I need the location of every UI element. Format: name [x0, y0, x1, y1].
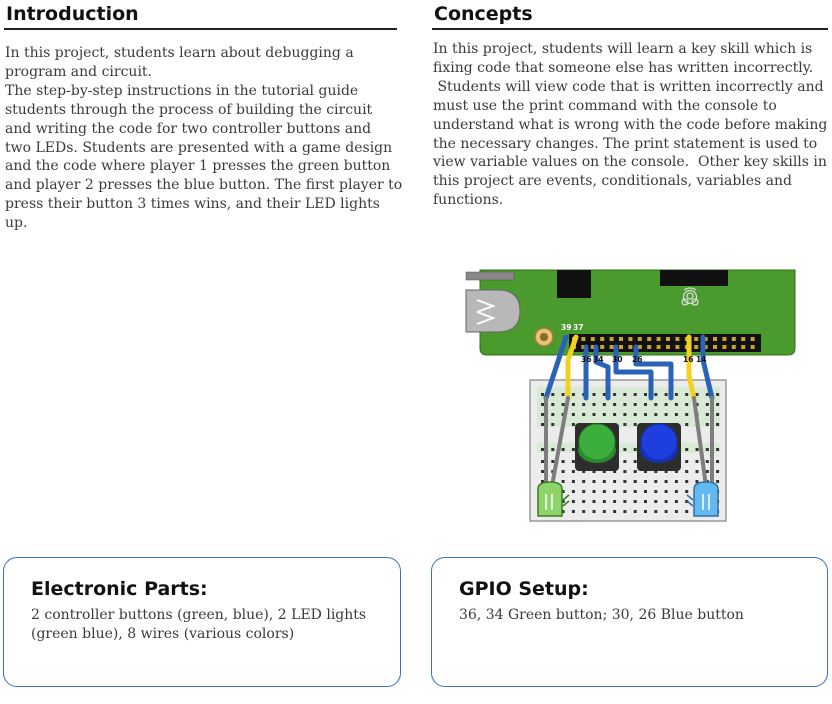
- breadboard-hole: [634, 460, 637, 463]
- breadboard-hole: [675, 403, 678, 406]
- breadboard-hole: [685, 480, 688, 483]
- breadboard-hole: [572, 460, 575, 463]
- breadboard-hole: [541, 393, 544, 396]
- gpio-pin: [722, 345, 726, 349]
- breadboard-hole: [654, 413, 657, 416]
- breadboard-hole: [623, 480, 626, 483]
- gpio-pin: [741, 337, 745, 341]
- breadboard-hole: [634, 403, 637, 406]
- gpio-setup-card: [431, 557, 828, 687]
- breadboard-hole: [654, 500, 657, 503]
- usb-port: [466, 290, 520, 332]
- gpio-pin: [694, 345, 698, 349]
- breadboard-hole: [716, 403, 719, 406]
- breadboard-hole: [644, 413, 647, 416]
- concepts-heading: Concepts: [434, 3, 533, 25]
- breadboard-hole: [623, 423, 626, 426]
- breadboard-hole: [644, 403, 647, 406]
- gpio-pin: [732, 337, 736, 341]
- electronic-parts-card: [3, 557, 401, 687]
- breadboard-hole: [613, 490, 616, 493]
- pin-label-37: 37: [573, 323, 584, 332]
- breadboard-hole: [675, 500, 678, 503]
- breadboard-hole: [613, 413, 616, 416]
- gpio-pin: [591, 337, 595, 341]
- concepts-text: In this project, students will learn a key skill which is fixing code that someone else has written incorrectly. Students will view code that is written incorrectly and must use the print command with the console to understand what is wrong with the code before making the necessary changes. The print statement is used to view variable values on the console. Other key skills in this project are events, conditionals, variables and functions.: [433, 41, 828, 209]
- breadboard-hole: [603, 413, 606, 416]
- breadboard-hole: [665, 510, 668, 513]
- breadboard-hole: [582, 403, 585, 406]
- breadboard-hole: [541, 448, 544, 451]
- breadboard-hole: [654, 510, 657, 513]
- breadboard-hole: [562, 403, 565, 406]
- gpio-pin: [581, 337, 585, 341]
- breadboard-hole: [675, 393, 678, 396]
- breadboard-hole: [603, 480, 606, 483]
- breadboard-hole: [613, 480, 616, 483]
- breadboard-hole: [623, 490, 626, 493]
- breadboard-hole: [623, 460, 626, 463]
- breadboard-hole: [654, 393, 657, 396]
- breadboard-hole: [706, 423, 709, 426]
- breadboard-hole: [572, 393, 575, 396]
- breadboard-hole: [706, 393, 709, 396]
- breadboard-hole: [665, 403, 668, 406]
- breadboard-hole: [603, 500, 606, 503]
- breadboard-hole: [562, 448, 565, 451]
- breadboard-hole: [562, 470, 565, 473]
- green-button: [575, 423, 619, 471]
- concepts-rule: [432, 28, 828, 30]
- breadboard-hole: [603, 510, 606, 513]
- gpio-pin: [675, 337, 679, 341]
- pin-label-26: 26: [632, 355, 643, 364]
- pin-label-34: 34: [593, 355, 604, 364]
- breadboard-hole: [562, 393, 565, 396]
- breadboard-hole: [634, 448, 637, 451]
- breadboard-hole: [634, 490, 637, 493]
- breadboard-hole: [572, 470, 575, 473]
- pin-label-30: 30: [612, 355, 623, 364]
- gpio-pin: [657, 345, 661, 349]
- gpio-pin: [657, 337, 661, 341]
- gpio-pin: [647, 337, 651, 341]
- breadboard-hole: [665, 500, 668, 503]
- gpio-pin: [628, 345, 632, 349]
- chip-right: [660, 270, 728, 286]
- breadboard-hole: [634, 510, 637, 513]
- gpio-pin: [751, 337, 755, 341]
- gpio-pin: [619, 337, 623, 341]
- gpio-pin: [610, 345, 614, 349]
- breadboard-hole: [716, 393, 719, 396]
- sd-card-slot: [466, 272, 514, 280]
- breadboard-hole: [562, 460, 565, 463]
- breadboard-hole: [593, 490, 596, 493]
- breadboard-hole: [716, 423, 719, 426]
- breadboard-hole: [572, 413, 575, 416]
- breadboard-hole: [634, 393, 637, 396]
- gpio-pin: [610, 337, 614, 341]
- breadboard-hole: [623, 510, 626, 513]
- breadboard-hole: [551, 403, 554, 406]
- gpio-pin: [741, 345, 745, 349]
- breadboard-hole: [696, 448, 699, 451]
- breadboard-hole: [572, 510, 575, 513]
- breadboard-hole: [675, 490, 678, 493]
- breadboard-hole: [644, 480, 647, 483]
- breadboard-hole: [613, 500, 616, 503]
- breadboard-hole: [541, 423, 544, 426]
- breadboard-hole: [593, 413, 596, 416]
- gpio-pin: [694, 337, 698, 341]
- breadboard-hole: [696, 470, 699, 473]
- breadboard-hole: [716, 480, 719, 483]
- gpio-pin: [713, 345, 717, 349]
- breadboard-hole: [623, 393, 626, 396]
- breadboard-hole: [623, 448, 626, 451]
- breadboard-hole: [623, 500, 626, 503]
- breadboard-hole: [685, 423, 688, 426]
- breadboard-hole: [551, 460, 554, 463]
- blue-button: [637, 423, 681, 471]
- gpio-pin: [619, 345, 623, 349]
- breadboard-hole: [551, 448, 554, 451]
- breadboard-hole: [675, 480, 678, 483]
- gpio-pin: [600, 345, 604, 349]
- breadboard-hole: [541, 460, 544, 463]
- pin-label-39: 39: [561, 323, 572, 332]
- breadboard-hole: [634, 423, 637, 426]
- breadboard-hole: [572, 490, 575, 493]
- breadboard-hole: [582, 490, 585, 493]
- breadboard-hole: [696, 460, 699, 463]
- breadboard-hole: [685, 448, 688, 451]
- pin-label-16: 16: [683, 355, 694, 364]
- breadboard-hole: [572, 480, 575, 483]
- gpio-pin: [675, 345, 679, 349]
- breadboard-hole: [593, 403, 596, 406]
- breadboard-hole: [572, 500, 575, 503]
- breadboard-hole: [675, 510, 678, 513]
- chip-left: [557, 270, 591, 298]
- breadboard-hole: [623, 470, 626, 473]
- breadboard-hole: [634, 413, 637, 416]
- breadboard-hole: [572, 403, 575, 406]
- breadboard-hole: [541, 413, 544, 416]
- breadboard-hole: [593, 480, 596, 483]
- gpio-pin: [666, 337, 670, 341]
- gpio-pin: [638, 337, 642, 341]
- gpio-pin: [713, 337, 717, 341]
- electronic-parts-title: Electronic Parts:: [31, 578, 208, 600]
- breadboard-hole: [665, 413, 668, 416]
- breadboard-hole: [675, 413, 678, 416]
- breadboard-hole: [685, 510, 688, 513]
- introduction-text: In this project, students learn about debugging a program and circuit. The step-by-step instructions in the tutorial guide students through the process of building the circuit and writing the code for two controller buttons and two LEDs. Students are presented with a game design and the code where player 1 presses the green button and player 2 presses the blue button. The first player to press their button 3 times wins, and their LED lights up.: [5, 45, 403, 232]
- breadboard-hole: [706, 460, 709, 463]
- breadboard-hole: [613, 510, 616, 513]
- breadboard-hole: [582, 413, 585, 416]
- breadboard-hole: [685, 490, 688, 493]
- breadboard-hole: [551, 413, 554, 416]
- breadboard-hole: [644, 500, 647, 503]
- breadboard-hole: [634, 500, 637, 503]
- gpio-pin: [600, 337, 604, 341]
- breadboard-hole: [665, 490, 668, 493]
- breadboard-hole: [716, 448, 719, 451]
- gpio-pin: [628, 337, 632, 341]
- gpio-pin: [722, 337, 726, 341]
- breadboard-hole: [582, 480, 585, 483]
- gpio-pin: [666, 345, 670, 349]
- breadboard-hole: [551, 393, 554, 396]
- gpio-setup-title: GPIO Setup:: [459, 578, 589, 600]
- breadboard-hole: [541, 403, 544, 406]
- breadboard-hole: [603, 403, 606, 406]
- breadboard-hole: [716, 413, 719, 416]
- breadboard-hole: [706, 470, 709, 473]
- breadboard-hole: [593, 393, 596, 396]
- breadboard-hole: [654, 490, 657, 493]
- breadboard-hole: [654, 403, 657, 406]
- breadboard-hole: [613, 393, 616, 396]
- breadboard-hole: [644, 510, 647, 513]
- pin-label-14: 14: [696, 355, 707, 364]
- breadboard-hole: [603, 393, 606, 396]
- breadboard-hole: [582, 510, 585, 513]
- breadboard-hole: [623, 403, 626, 406]
- breadboard-hole: [541, 470, 544, 473]
- breadboard-hole: [572, 423, 575, 426]
- breadboard-hole: [593, 510, 596, 513]
- breadboard-hole: [634, 470, 637, 473]
- breadboard-hole: [706, 448, 709, 451]
- breadboard-hole: [582, 500, 585, 503]
- gpio-pin: [647, 345, 651, 349]
- breadboard-hole: [593, 500, 596, 503]
- breadboard-hole: [685, 413, 688, 416]
- gpio-pin: [751, 345, 755, 349]
- breadboard-hole: [551, 423, 554, 426]
- circuit-diagram: [460, 262, 800, 527]
- breadboard-hole: [685, 393, 688, 396]
- breadboard-hole: [623, 413, 626, 416]
- breadboard-hole: [716, 470, 719, 473]
- breadboard-hole: [562, 480, 565, 483]
- breadboard-hole: [685, 403, 688, 406]
- breadboard-hole: [716, 460, 719, 463]
- gpio-pin: [732, 345, 736, 349]
- breadboard-hole: [665, 480, 668, 483]
- introduction-rule: [4, 28, 397, 30]
- pin-label-36: 36: [581, 355, 592, 364]
- breadboard-hole: [613, 403, 616, 406]
- breadboard-hole: [706, 403, 709, 406]
- breadboard-hole: [644, 393, 647, 396]
- introduction-heading: Introduction: [6, 3, 139, 25]
- breadboard-hole: [644, 490, 647, 493]
- breadboard-hole: [654, 480, 657, 483]
- breadboard-hole: [685, 460, 688, 463]
- breadboard-hole: [665, 393, 668, 396]
- breadboard-hole: [603, 490, 606, 493]
- breadboard-hole: [572, 448, 575, 451]
- breadboard-hole: [634, 480, 637, 483]
- breadboard-hole: [706, 413, 709, 416]
- breadboard-hole: [685, 470, 688, 473]
- gpio-setup-text: 36, 34 Green button; 30, 26 Blue button: [459, 607, 744, 623]
- electronic-parts-text: 2 controller buttons (green, blue), 2 LED lights (green blue), 8 wires (various colors): [31, 607, 367, 642]
